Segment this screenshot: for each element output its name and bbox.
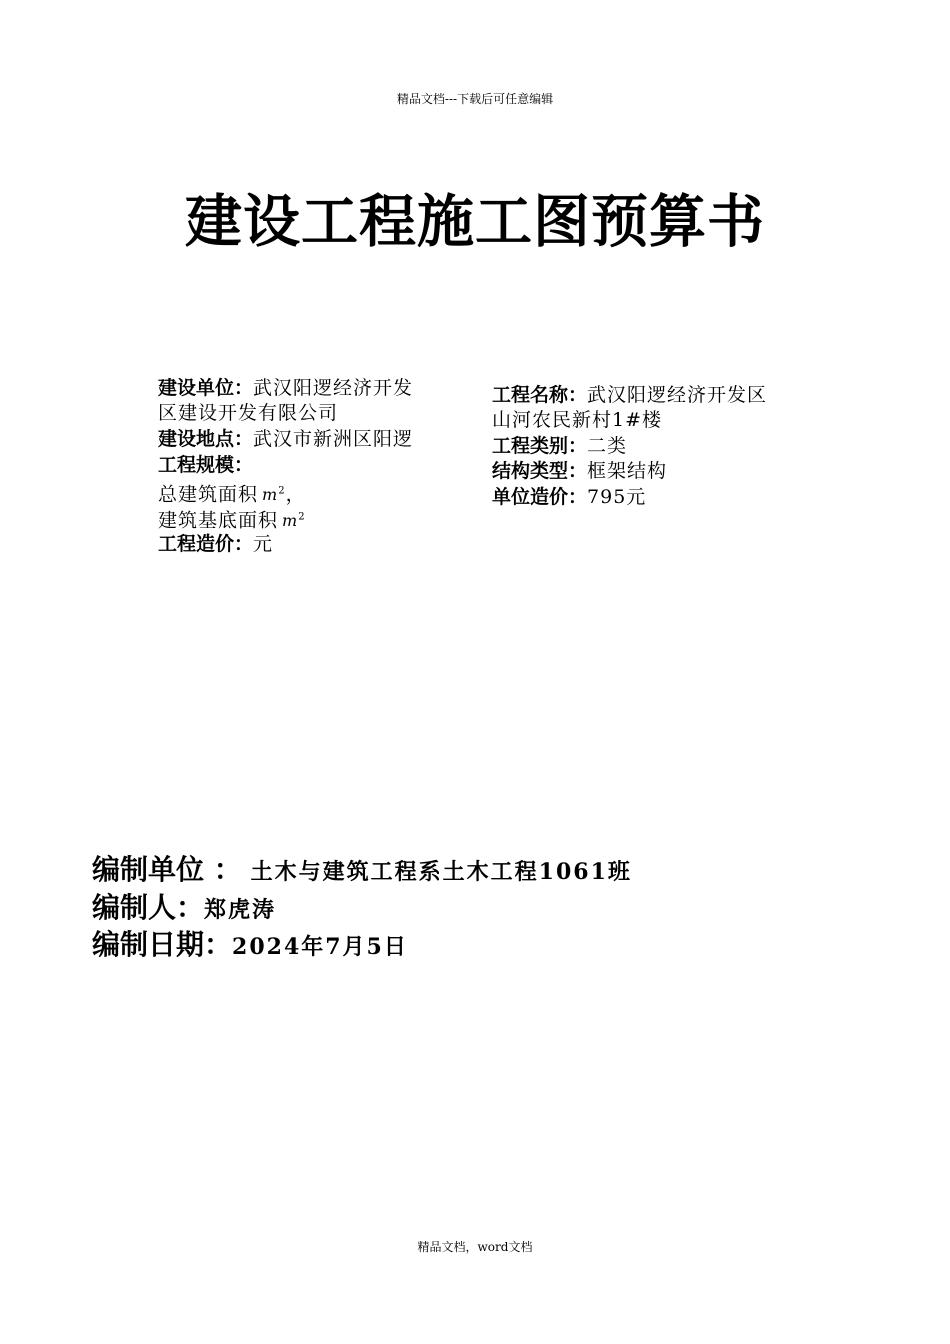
location-value: 武汉市新洲区阳逻 — [253, 428, 414, 450]
scale-label: 工程规模： — [158, 454, 254, 476]
total-area-line — [158, 479, 306, 507]
base-area-text: 建筑基底面积 — [158, 509, 279, 532]
unit-cost-label: 单位造价： — [492, 486, 588, 508]
construction-unit-line — [158, 376, 413, 401]
construction-unit-line-2: 区建设开发有限公司 — [158, 402, 339, 424]
compiler-unit-line — [92, 852, 632, 890]
compiler-unit-label: 编制单位 ： — [92, 853, 242, 886]
unit-cost-line — [492, 485, 646, 510]
construction-unit-value: 武汉阳逻经济开发 — [253, 377, 414, 399]
compiler-person-label: 编制人： — [92, 891, 205, 924]
compile-date-value: 2024年7月5日 — [232, 934, 408, 960]
project-name-label: 工程名称： — [492, 384, 588, 406]
construction-unit-label: 建设单位： — [158, 377, 254, 399]
total-area-text: 总建筑面积 — [158, 483, 259, 506]
cost-label: 工程造价： — [158, 533, 254, 555]
structure-label: 结构类型： — [492, 460, 588, 482]
location-line — [158, 427, 413, 452]
document-title: 建设工程施工图预算书 — [185, 189, 765, 255]
category-label: 工程类别： — [492, 435, 588, 457]
total-area-suffix: ， — [285, 483, 306, 506]
base-area-line — [158, 505, 306, 533]
base-area-unit: $m^2$ — [282, 511, 306, 531]
cost-line — [158, 532, 273, 557]
project-name-line-2: 山河农民新村1#楼 — [492, 409, 663, 431]
project-name-value: 武汉阳逻经济开发区 — [587, 384, 768, 406]
total-area-unit: $m^2$ — [262, 485, 286, 505]
compiler-person-line — [92, 890, 276, 928]
category-line — [492, 434, 627, 459]
unit-cost-value: 795元 — [587, 486, 647, 508]
compiler-person-value: 郑虎涛 — [204, 897, 277, 923]
compile-date-label: 编制日期： — [92, 928, 233, 961]
compiler-unit-value: 土木与建筑工程系土木工程1061班 — [250, 859, 632, 885]
page-header: 精品文档---下载后可任意编辑 — [396, 92, 554, 106]
location-label: 建设地点： — [158, 428, 254, 450]
page-footer: 精品文档，word文档 — [417, 1240, 533, 1254]
project-name-line — [492, 383, 767, 408]
cost-value: 元 — [253, 533, 274, 555]
structure-line — [492, 459, 667, 484]
compile-date-line — [92, 927, 408, 965]
category-value: 二类 — [587, 435, 628, 457]
structure-value: 框架结构 — [587, 460, 668, 482]
